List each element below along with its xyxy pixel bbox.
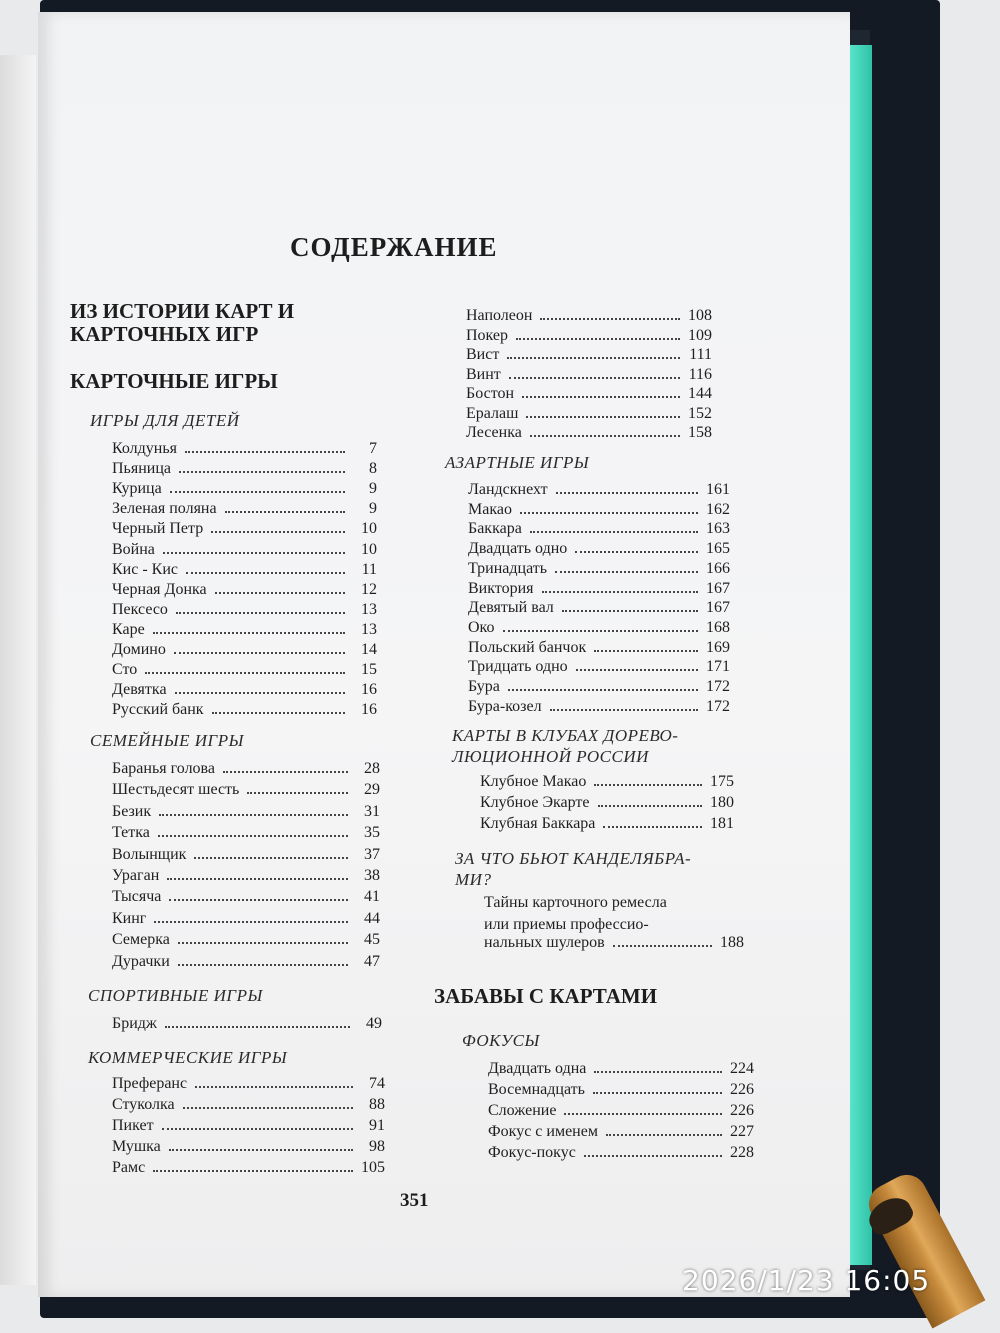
leader-dots [223,771,348,773]
toc-entry-page: 144 [688,385,712,402]
leader-dots [178,964,348,966]
toc-entry [112,661,377,681]
toc-entry-page: 74 [369,1075,385,1092]
toc-entry [488,1060,754,1080]
toc-entry [468,658,730,678]
toc-entry [112,760,380,780]
leader-dots [194,857,348,859]
toc-entry-page: 7 [369,440,377,457]
toc-entry-title: Рамс [112,1159,146,1176]
toc-entry-title: Тетка [112,824,150,842]
toc-entry-title: Бостон [466,385,515,402]
toc-entry-title: Девятый вал [468,599,554,617]
toc-entry-title: Каре [112,620,145,638]
toc-entry-page: 226 [730,1081,754,1098]
leader-dots [594,784,702,786]
toc-entry-title: Курица [112,480,162,498]
toc-entry-title: Волынщик [112,845,187,863]
history-heading-line-1: ИЗ ИСТОРИИ КАРТ И [70,299,295,323]
toc-entry-page: 9 [369,480,377,498]
toc-entry [468,599,730,619]
toc-entry-title: Стуколка [112,1096,175,1113]
candle-line-1: Тайны карточного ремесла [484,894,667,911]
leader-dots [606,1134,722,1136]
leader-dots [154,921,348,923]
toc-entry-page: 167 [706,599,730,617]
toc-entry-page: 180 [710,794,734,811]
toc-entry-title: Баккара [468,520,522,538]
candle-description [484,892,667,936]
leader-dots [575,551,698,553]
toc-entry [468,520,730,540]
toc-entry-title: Макао [468,500,512,518]
leader-dots [509,377,680,379]
toc-entry-page: 162 [706,500,730,518]
leader-dots [185,451,345,453]
toc-entry-page: 226 [730,1102,754,1119]
leader-dots [520,512,698,514]
toc-entry-title: Кис - Кис [112,560,178,578]
tricks-heading: ФОКУСЫ [462,1031,540,1050]
toc-entry [112,561,377,581]
toc-entry [480,815,734,835]
toc-entry-page: 228 [730,1144,754,1161]
leader-dots [169,899,348,901]
toc-entry-title: Фокус с именем [488,1123,598,1140]
toc-entry [466,424,712,444]
toc-entry-page: 10 [361,520,377,538]
toc-entry-page: 13 [361,600,377,618]
toc-entry-page: 11 [361,560,377,578]
leader-dots [598,805,702,807]
toc-entry-page: 163 [706,520,730,538]
toc-entry-page: 9 [369,500,377,518]
leader-dots [613,945,712,947]
toc-entry [112,480,377,500]
clubs-heading-line-2: ЛЮЦИОННОЙ РОССИИ [452,747,649,766]
toc-entry-title: Домино [112,641,166,658]
leader-dots [159,814,348,816]
toc-entry [468,619,730,639]
candle-heading-line-2: МИ? [455,870,492,889]
toc-entry [112,824,380,844]
toc-entry-title: Бридж [112,1015,157,1032]
toc-entry-title: Русский банк [112,701,204,719]
toc-entry-title: Наполеон [466,307,533,324]
toc-entry-page: 169 [706,638,730,656]
toc-entry-title: Кинг [112,909,147,927]
toc-entry-page: 13 [361,620,377,638]
leader-dots [540,318,680,320]
toc-entry [466,327,712,347]
leader-dots [594,1071,722,1073]
toc-entry-page: 172 [706,697,730,715]
toc-entry-page: 109 [688,326,712,344]
fun-heading: ЗАБАВЫ С КАРТАМИ [434,984,658,1008]
toc-entry-title: Колдунья [112,440,178,457]
toc-entry-title: Фокус-покус [488,1144,576,1161]
toc-entry-page: 175 [710,773,734,790]
toc-entry [466,346,712,366]
page-title: СОДЕРЖАНИЕ [290,232,498,262]
toc-entry [468,481,730,501]
toc-entry [112,846,380,866]
toc-entry [112,867,380,887]
toc-entry-title: Ералаш [466,404,519,422]
toc-entry [112,888,380,908]
toc-entry-title: Тринадцать [468,559,548,577]
leader-dots [550,709,698,711]
leader-dots [507,357,680,359]
toc-entry-page: 15 [361,661,377,679]
candle-heading-line-1: ЗА ЧТО БЬЮТ КАНДЕЛЯБРА- [455,849,692,868]
leader-dots [153,632,345,634]
toc-entry [112,500,377,520]
leader-dots [176,612,345,614]
toc-entry [112,1117,385,1137]
leader-dots [503,630,698,632]
toc-entry-page: 158 [688,424,712,441]
leader-dots [175,692,345,694]
candle-line-2: или приемы профессио- [484,916,649,933]
toc-entry-page: 37 [364,845,380,863]
toc-entry [480,794,734,814]
toc-entry-page: 111 [689,346,712,363]
toc-entry-title: Семерка [112,931,170,949]
toc-entry [112,641,377,661]
toc-entry [468,639,730,659]
toc-entry [112,1015,382,1035]
toc-entry [488,1081,754,1101]
toc-entry-title: Шестьдесят шесть [112,781,240,799]
leader-dots [522,396,680,398]
kids-heading: ИГРЫ ДЛЯ ДЕТЕЙ [90,411,240,430]
toc-entry-page: 116 [688,365,712,383]
leader-dots [165,1026,350,1028]
toc-entry-page: 168 [706,618,730,636]
leader-dots [564,1113,722,1115]
toc-entry-page: 108 [688,307,712,324]
toc-entry-title: Пьяница [112,460,171,478]
leader-dots [555,571,698,573]
leader-dots [183,1107,353,1109]
leader-dots [225,511,345,513]
card-games-heading: КАРТОЧНЫЕ ИГРЫ [70,369,278,393]
leader-dots [526,416,680,418]
toc-entry [488,1102,754,1122]
leader-dots [215,592,345,594]
leader-dots [162,1128,353,1130]
toc-entry [112,681,377,701]
leader-dots [603,826,702,828]
toc-entry-title: Винт [466,365,501,383]
toc-entry [112,601,377,621]
toc-entry-page: 152 [688,404,712,422]
toc-entry [468,580,730,600]
toc-entry-title: Безик [112,802,152,820]
toc-entry-title: Ураган [112,867,160,884]
toc-entry-page: 45 [364,931,380,949]
toc-entry [112,803,380,823]
gambling-heading: АЗАРТНЫЕ ИГРЫ [445,453,590,472]
family-heading: СЕМЕЙНЫЕ ИГРЫ [90,731,244,750]
leader-dots [158,835,348,837]
toc-entry-title: Двадцать одно [468,540,568,558]
toc-entry-page: 91 [369,1117,385,1134]
toc-entry-title: Тысяча [112,888,162,906]
toc-entry-title: Пексесо [112,600,168,618]
toc-entry-page: 14 [361,641,377,658]
leader-dots [594,650,698,652]
toc-entry-title: Преферанс [112,1075,188,1092]
toc-entry-page: 167 [706,579,730,597]
toc-entry-title: Ландскнехт [468,481,548,498]
toc-entry [112,520,377,540]
leader-dots [247,792,348,794]
sport-heading: СПОРТИВНЫЕ ИГРЫ [88,986,263,1005]
toc-entry-page: 227 [730,1123,754,1140]
toc-entry [468,678,730,698]
leader-dots [163,552,345,554]
photo-timestamp: 2026/1/23 16:05 [682,1264,931,1297]
toc-entry-title: Черный Петр [112,520,204,538]
toc-entry [488,1144,754,1164]
toc-entry [466,405,712,425]
leader-dots [576,669,698,671]
toc-entry-title: нальных шулеров [484,934,605,951]
toc-entry-page: 172 [706,678,730,695]
toc-entry-title: Тридцать одно [468,658,568,676]
toc-entry [466,366,712,386]
toc-entry [468,540,730,560]
leader-dots [584,1155,722,1157]
toc-entry [468,560,730,580]
toc-entry-page: 44 [364,909,380,927]
toc-entry-title: Баранья голова [112,760,215,777]
toc-entry-page: 171 [706,658,730,676]
toc-entry-title: Бура-козел [468,697,542,715]
toc-entry-page: 35 [364,824,380,842]
leader-dots [562,610,698,612]
toc-entry [112,953,380,973]
toc-entry [112,581,377,601]
toc-entry-title: Клубная Баккара [480,815,596,832]
leader-dots [169,1149,353,1151]
leader-dots [508,689,698,691]
leader-dots [174,652,345,654]
toc-entry-title: Война [112,540,155,558]
toc-entry-page: 98 [369,1138,385,1155]
toc-entry [112,1159,385,1179]
toc-entry [112,440,377,460]
toc-entry [488,1123,754,1143]
toc-entry-page: 31 [364,802,380,820]
toc-entry-title: Око [468,618,495,636]
toc-entry [466,385,712,405]
toc-entry-page: 166 [706,559,730,577]
leader-dots [530,435,680,437]
toc-entry [468,698,730,718]
history-heading-line-2: КАРТОЧНЫХ ИГР [70,322,259,346]
toc-entry-title: Клубное Экарте [480,794,590,811]
leader-dots [542,591,699,593]
toc-entry-title: Зеленая поляна [112,500,217,518]
toc-entry-title: Вист [466,346,500,363]
toc-entry-page: 224 [730,1060,754,1077]
toc-entry [112,541,377,561]
toc-entry [484,934,744,954]
leader-dots [170,491,345,493]
toc-entry-page: 12 [361,580,377,598]
toc-entry-title: Покер [466,326,509,344]
toc-entry-title: Дурачки [112,952,170,970]
left-page [0,55,36,1285]
leader-dots [516,338,680,340]
toc-entry-title: Восемнадцать [488,1081,585,1098]
toc-entry-page: 38 [364,867,380,884]
leader-dots [186,572,345,574]
toc-entry-page: 181 [710,815,734,832]
clubs-heading [452,725,678,767]
toc-entry [112,910,380,930]
toc-entry [466,307,712,327]
candle-heading [455,848,691,890]
toc-entry [480,773,734,793]
clubs-heading-line-1: КАРТЫ В КЛУБАХ ДОРЕВО- [452,726,679,745]
toc-entry [112,1138,385,1158]
toc-entry-page: 49 [366,1015,382,1032]
toc-entry [468,501,730,521]
toc-entry-page: 41 [364,888,380,906]
leader-dots [179,471,345,473]
toc-entry [112,1096,385,1116]
toc-entry-page: 16 [361,681,377,699]
leader-dots [593,1092,722,1094]
page-number: 351 [400,1190,429,1211]
toc-entry-title: Девятка [112,681,167,699]
toc-entry-title: Мушка [112,1138,161,1155]
toc-entry [112,621,377,641]
toc-entry [112,781,380,801]
toc-entry-page: 10 [361,540,377,558]
leader-dots [211,531,345,533]
leader-dots [178,942,348,944]
leader-dots [195,1086,353,1088]
toc-entry-page: 47 [364,952,380,970]
toc-entry-page: 165 [706,540,730,558]
toc-entry-title: Польский банчок [468,638,587,656]
toc-entry-title: Сто [112,661,138,679]
history-heading [70,300,294,346]
toc-entry [112,460,377,480]
leader-dots [212,712,345,714]
toc-entry-title: Лесенка [466,424,522,441]
commercial-heading: КОММЕРЧЕСКИЕ ИГРЫ [88,1048,288,1067]
toc-entry-page: 29 [364,781,380,799]
toc-entry-title: Сложение [488,1102,557,1119]
toc-entry-page: 161 [706,481,730,498]
toc-entry-title: Черная Донка [112,580,207,598]
toc-entry-title: Бура [468,678,500,695]
toc-entry-title: Клубное Макао [480,773,587,790]
toc-entry-page: 8 [369,460,377,478]
toc-entry-page: 188 [720,934,744,951]
toc-entry-page: 105 [361,1159,385,1176]
toc-entry-page: 16 [361,701,377,719]
toc-entry-page: 88 [369,1096,385,1113]
toc-entry [112,931,380,951]
toc-entry [112,1075,385,1095]
leader-dots [145,672,345,674]
toc-entry-title: Двадцать одна [488,1060,587,1077]
toc-entry-title: Виктория [468,579,534,597]
toc-entry-page: 28 [364,760,380,777]
leader-dots [167,878,348,880]
toc-entry [112,701,377,721]
leader-dots [556,492,698,494]
leader-dots [530,531,698,533]
toc-entry-title: Пикет [112,1117,154,1134]
leader-dots [153,1170,353,1172]
